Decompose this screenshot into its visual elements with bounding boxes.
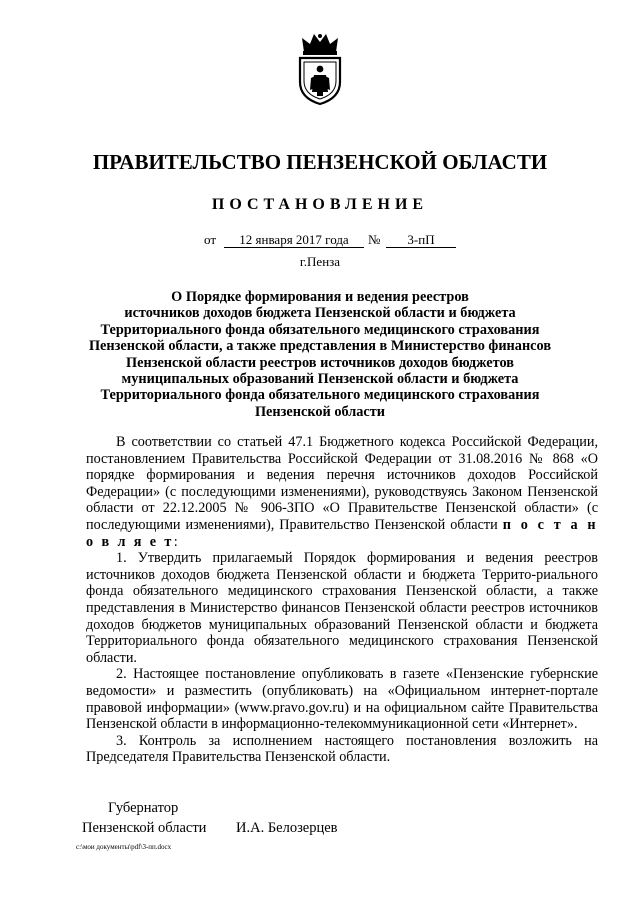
subject-line: источников доходов бюджета Пензенской области и бюджета <box>124 305 516 322</box>
document-number <box>386 232 456 248</box>
subject-line: Территориального фонда обязательного медицинского страхования <box>100 321 540 338</box>
file-path-footer: c:\мои документы\pdf\3-пп.docx <box>76 843 172 851</box>
document-subject <box>80 289 560 420</box>
number-prefix: № <box>368 232 381 247</box>
document-date-text: 12 января 2017 года <box>239 232 349 247</box>
preamble-paragraph <box>86 434 598 550</box>
government-title: ПРАВИТЕЛЬСТВО ПЕНЗЕНСКОЙ ОБЛАСТИ <box>92 150 548 174</box>
date-number-line <box>204 232 474 250</box>
document-type: ПОСТАНОВЛЕНИЕ <box>211 196 429 213</box>
city: г.Пенза <box>299 254 341 269</box>
preamble-text: В соответствии со статьей 47.1 Бюджетного кодекса Российской Федерации, постановлением Правительства Российской Федерации от 31.08.2016 № 868 «О порядке формирования и ведения перечня источников доходов Российской Федерации» (с последующими изменениями), руководствуясь Законом Пензенской области от 22.12.2005 № 906-ЗПО «О Правительстве Пензенской области» (с последующими изменениями), Правительство Пензенской области <box>86 434 598 533</box>
subject-line: муниципальных образований Пензенской области и бюджета <box>121 371 519 388</box>
signatory-position-line1: Губернатор <box>108 800 179 816</box>
subject-line: Территориального фонда обязательного медицинского страхования <box>100 387 540 404</box>
document-number-text: 3-пП <box>407 232 435 247</box>
signatory-name: И.А. Белозерцев <box>236 820 338 836</box>
point-paragraph: 3. Контроль за исполнением настоящего постановления возложить на Председателя Правительства Пензенской области. <box>86 732 598 766</box>
signatory-position-line2: Пензенской области <box>82 820 207 836</box>
subject-line: Пензенской области, а также представления в Министерство финансов <box>88 338 552 355</box>
resolves-word: п о с т а н о в л я е т <box>86 516 599 550</box>
document-date <box>224 232 364 248</box>
document-body <box>86 434 598 766</box>
subject-line: О Порядке формирования и ведения реестров <box>171 289 469 305</box>
coat-of-arms-icon <box>292 32 348 106</box>
subject-line: Пензенской области реестров источников доходов бюджетов <box>126 354 514 371</box>
date-prefix: от <box>204 232 217 247</box>
resolves-colon: : <box>173 533 178 550</box>
point-paragraph: 1. Утвердить прилагаемый Порядок формирования и ведения реестров источников доходов бюджета Пензенской области и бюджета Террито-риального фонда обязательного медицинского страхования Пензенской области, а также представления в Министерство финансов Пензенской области реестров источников доходов бюджетов муниципальных образований Пензенской области и бюджета Территориального фонда обязательного медицинского страхования Пензенской области. <box>86 550 598 666</box>
subject-line: Пензенской области <box>254 403 386 420</box>
point-paragraph: 2. Настоящее постановление опубликовать в газете «Пензенские губернские ведомости» и разместить (опубликовать) на «Официальном интернет-портале правовой информации» (www.pravo.gov.ru) и на официальном сайте Правительства Пензенской области в информационно-телекоммуникационной сети «Интернет». <box>86 666 598 733</box>
